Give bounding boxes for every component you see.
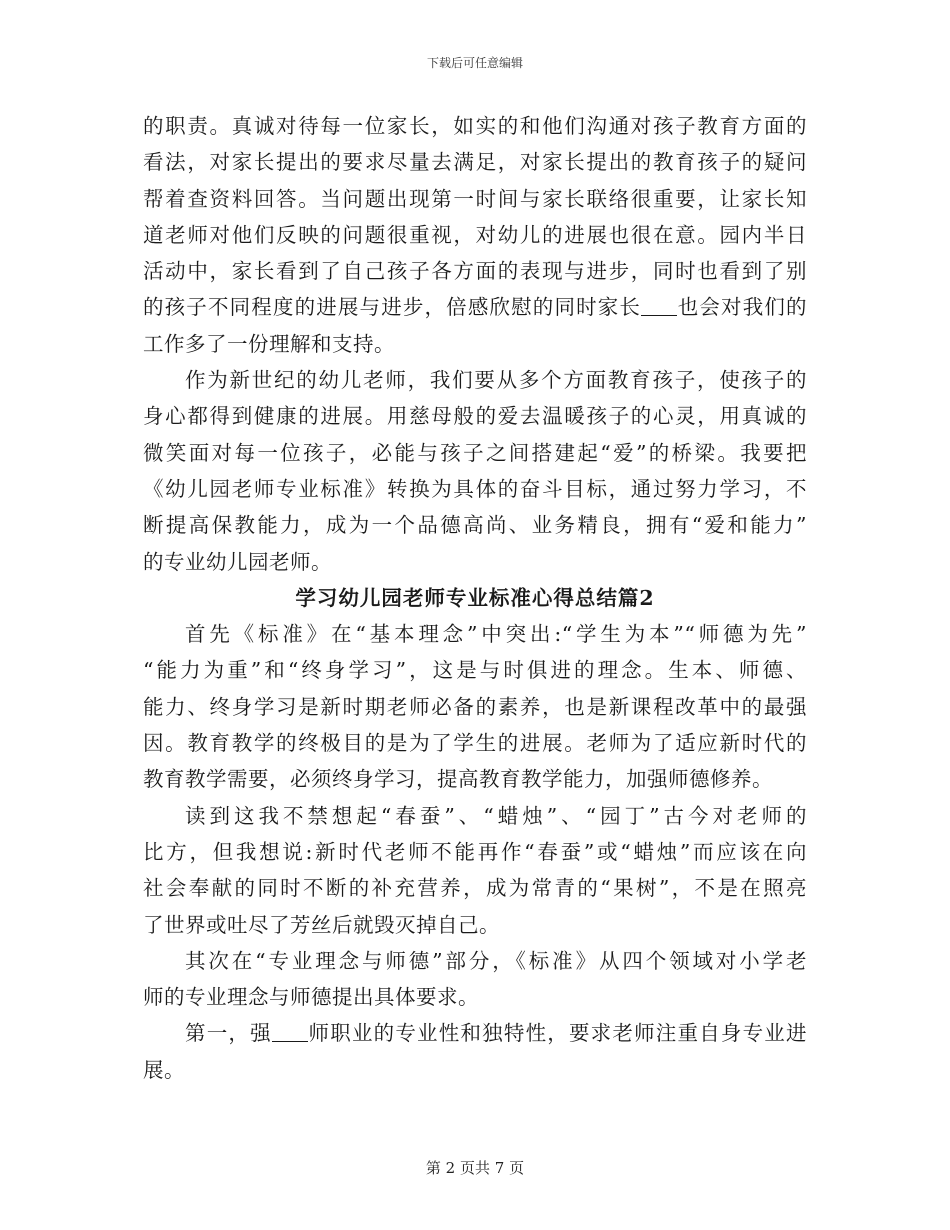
page-footer: 第 2 页共 7 页 xyxy=(425,1159,525,1177)
text-segment: 也会对我们的 xyxy=(677,295,808,320)
fill-blank xyxy=(272,1019,308,1042)
text-segment: 的孩子不同程度的进展与进步，倍感欣慰的同时家长 xyxy=(143,295,642,320)
body-line: 其次在“专业理念与师德”部分，《标准》从四个领域对小学老 xyxy=(185,948,807,973)
body-line: 微笑面对每一位孩子，必能与孩子之间搭建起“爱”的桥梁。我要把 xyxy=(143,440,807,465)
body-line: 师的专业理念与师德提出具体要求。 xyxy=(143,985,479,1010)
fill-blank xyxy=(641,293,677,316)
body-line: 活动中，家长看到了自己孩子各方面的表现与进步，同时也看到了别 xyxy=(143,259,807,284)
body-line: 身心都得到健康的进展。用慈母般的爱去温暖孩子的心灵，用真诚的 xyxy=(143,404,807,429)
body-line: 首先《标准》在“基本理念”中突出:“学生为本”“师德为先” xyxy=(185,622,807,647)
body-line: 了世界或吐尽了芳丝后就毁灭掉自己。 xyxy=(143,912,500,937)
body-line: 的专业幼儿园老师。 xyxy=(143,549,332,574)
body-line: 工作多了一份理解和支持。 xyxy=(143,331,395,356)
text-segment: 师职业的专业性和独特性，要求老师注重自身专业进 xyxy=(307,1021,808,1046)
body-line: 帮着查资料回答。当问题出现第一时间与家长联络很重要，让家长知 xyxy=(143,186,807,211)
body-line: 比方，但我想说:新时代老师不能再作“春蚕”或“蜡烛”而应该在向 xyxy=(143,839,807,864)
body-line: 因。教育教学的终极目的是为了学生的进展。老师为了适应新时代的 xyxy=(143,731,807,756)
text-segment: 第一，强 xyxy=(185,1021,272,1046)
document-body xyxy=(143,108,807,1088)
body-line: 的职责。真诚对待每一位家长，如实的和他们沟通对孩子教育方面的 xyxy=(143,114,807,138)
body-line xyxy=(143,1015,807,1051)
body-line: 教育教学需要，必须终身学习，提高教育教学能力，加强师德修养。 xyxy=(143,767,773,792)
body-line: 展。 xyxy=(143,1057,185,1082)
body-line: 道老师对他们反映的问题很重视，对幼儿的进展也很在意。园内半日 xyxy=(143,222,807,247)
body-line: “能力为重”和“终身学习”，这是与时俱进的理念。生本、师德、 xyxy=(143,658,807,683)
body-line: 能力、终身学习是新时期老师必备的素养，也是新课程改革中的最强 xyxy=(143,694,807,719)
body-line: 社会奉献的同时不断的补充营养，成为常青的“果树”，不是在照亮 xyxy=(143,876,807,901)
body-line: 《幼儿园老师专业标准》转换为具体的奋斗目标，通过努力学习，不 xyxy=(143,476,807,501)
body-line: 读到这我不禁想起“春蚕”、“蜡烛”、“园丁”古今对老师的 xyxy=(185,803,807,828)
page-header: 下载后可任意编辑 xyxy=(426,56,523,70)
body-line: 作为新世纪的幼儿老师，我们要从多个方面教育孩子，使孩子的 xyxy=(185,368,807,393)
body-line: 断提高保教能力，成为一个品德高尚、业务精良，拥有“爱和能力” xyxy=(143,513,807,538)
body-line xyxy=(143,289,807,325)
body-line: 看法，对家长提出的要求尽量去满足，对家长提出的教育孩子的疑问 xyxy=(143,150,807,175)
section-heading: 学习幼儿园老师专业标准心得总结篇2 xyxy=(295,585,655,610)
